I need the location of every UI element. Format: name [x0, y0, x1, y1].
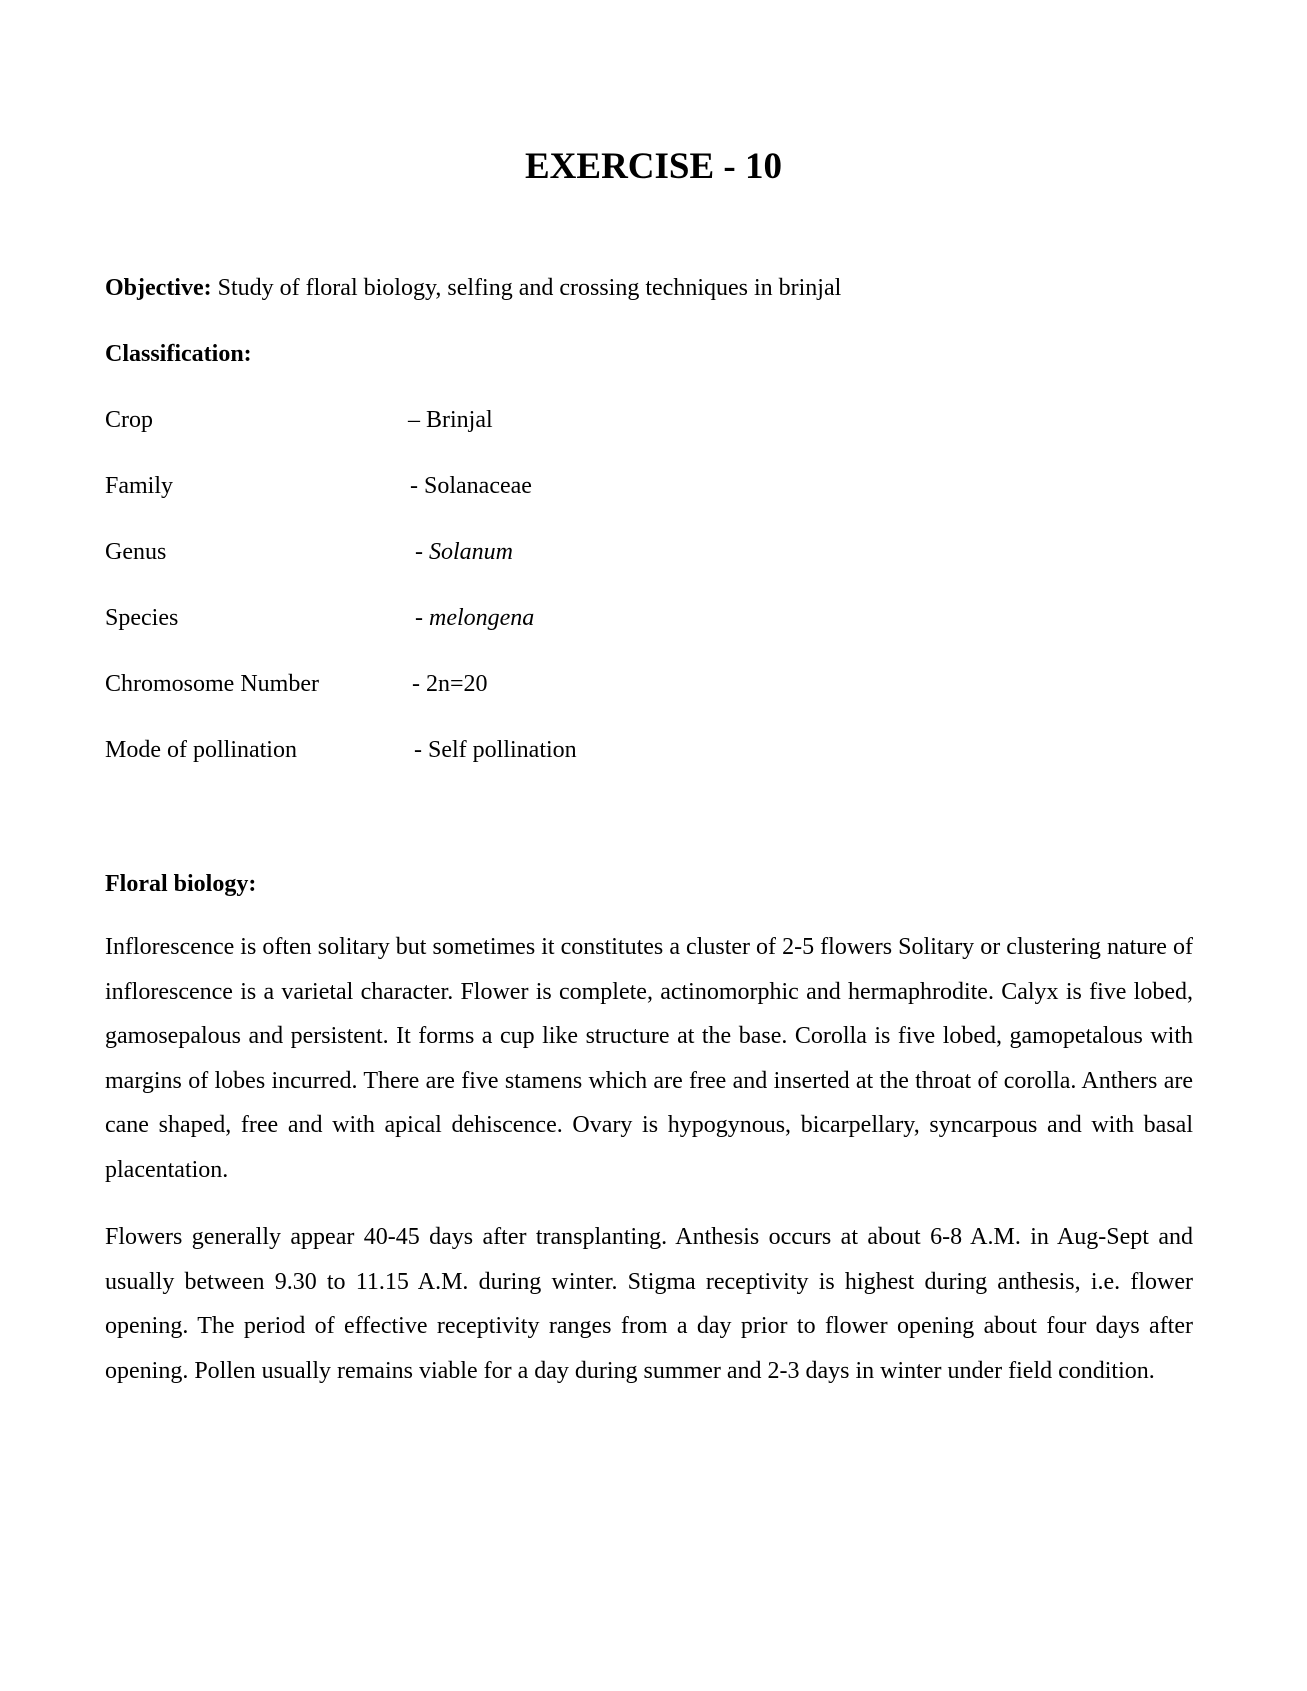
classification-value: - 2n=20 — [412, 671, 488, 697]
classification-value: - Solanum — [415, 539, 513, 565]
floral-biology-paragraph: Inflorescence is often solitary but sometimes it constitutes a cluster of 2-5 flowers Solitary or clustering nature of inflorescence is a varietal character. Flower is complete, actinomorphic and hermaphrodite. Calyx is five lobed, gamosepalous and persistent. It forms a cup like structure at the base. Corolla is five lobed, gamopetalous with margins of lobes incurred. There are five stamens which are free and inserted at the throat of corolla. Anthers are cane shaped, free and with apical dehiscence. Ovary is hypogynous, bicarpellary, syncarpous and with basal placentation. — [105, 934, 1193, 1183]
classification-heading: Classification: — [105, 341, 252, 367]
classification-row-species — [105, 603, 805, 633]
objective-text: Study of floral biology, selfing and crossing techniques in brinjal — [211, 275, 842, 301]
classification-label: Mode of pollination — [105, 737, 297, 763]
classification-row-family — [105, 471, 805, 501]
classification-value: - Solanaceae — [410, 473, 532, 499]
classification-row-crop — [105, 405, 805, 435]
floral-biology-paragraph: Flowers generally appear 40-45 days after transplanting. Anthesis occurs at about 6-8 A.M. in Aug-Sept and usually between 9.30 to 11.15 A.M. during winter. Stigma receptivity is highest during anthesis, i.e. flower opening. The period of effective receptivity ranges from a day prior to flower opening about four days after opening. Pollen usually remains viable for a day during summer and 2-3 days in winter under field condition. — [105, 1224, 1193, 1384]
classification-value: - melongena — [415, 605, 535, 631]
classification-value: – Brinjal — [408, 407, 493, 433]
classification-row-mode-of-pollination — [105, 735, 805, 765]
classification-label: Family — [105, 473, 174, 499]
objective-label: Objective: — [105, 275, 212, 301]
floral-biology-heading: Floral biology: — [105, 871, 257, 897]
classification-value: - Self pollination — [414, 737, 577, 763]
classification-row-genus — [105, 537, 805, 567]
classification-label: Species — [105, 605, 179, 631]
classification-label: Crop — [105, 407, 153, 433]
classification-row-chromosome-number — [105, 669, 805, 699]
classification-label: Genus — [105, 539, 167, 565]
page-title: EXERCISE - 10 — [525, 146, 782, 187]
classification-label: Chromosome Number — [105, 671, 319, 697]
objective-line — [105, 273, 841, 303]
